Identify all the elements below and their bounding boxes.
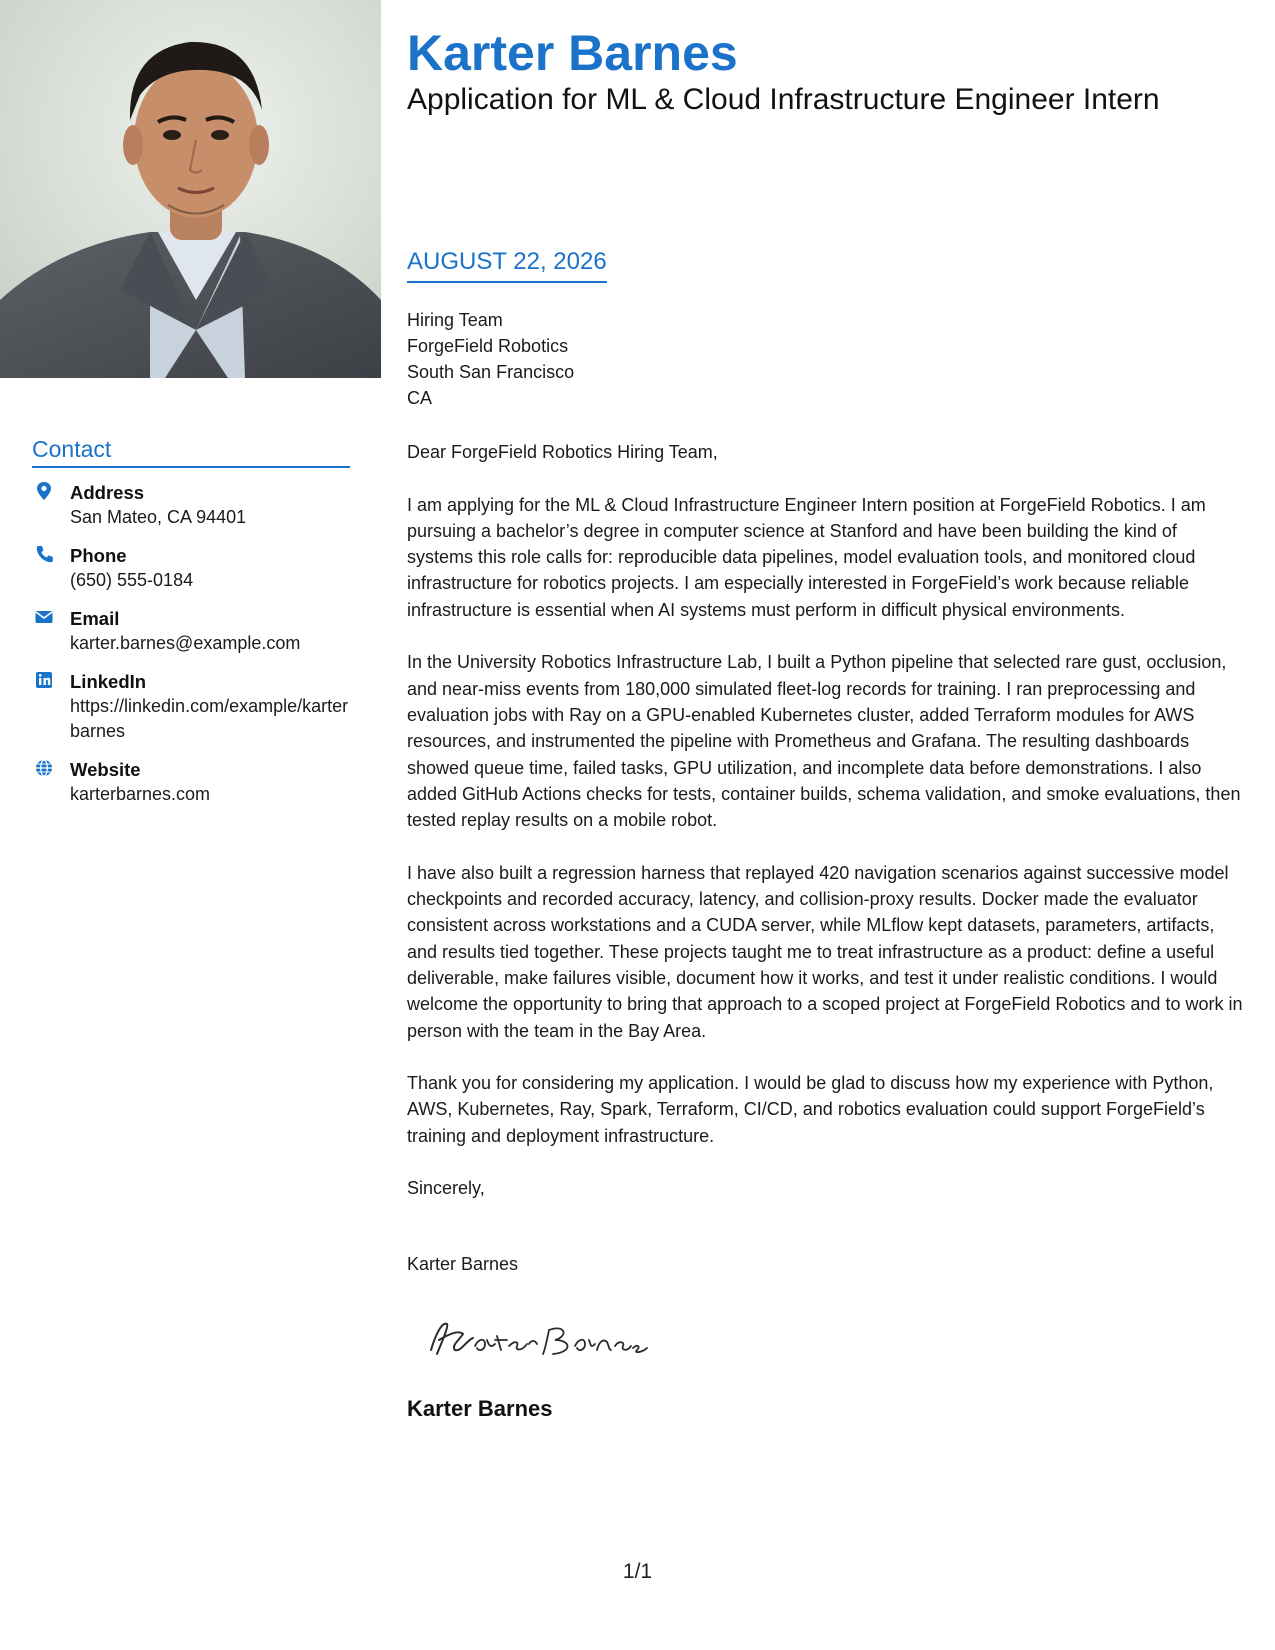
applicant-name: Karter Barnes xyxy=(407,25,738,81)
linkedin-label: LinkedIn xyxy=(70,671,147,692)
body-paragraph: I am applying for the ML & Cloud Infrastructure Engineer Intern position at ForgeField Robotics. I am pursuing a bachelor’s degree in computer science at Stanford and have been building the kind of systems this role calls for: reproducible data pipelines, model evaluation tools, and monitored cloud infrastructure for robotics projects. I am especially interested in ForgeField’s work because reliable infrastructure is essential when AI systems must perform in difficult physical environments. xyxy=(407,494,1206,620)
email-icon xyxy=(35,607,53,627)
contact-address xyxy=(32,480,350,530)
recipient-line: South San Francisco xyxy=(407,362,575,382)
letter-body xyxy=(407,439,1247,1228)
profile-photo xyxy=(0,0,381,378)
page-number: 1/1 xyxy=(622,1560,653,1583)
salutation: Dear ForgeField Robotics Hiring Team, xyxy=(407,442,718,462)
location-pin-icon xyxy=(35,481,53,501)
body-paragraph: In the University Robotics Infrastructure Lab, I built a Python pipeline that selected rare gust, occlusion, and near-miss events from 180,000 simulated fleet-log records for training. I ran preprocessing and evaluation jobs with Ray on a GPU-enabled Kubernetes cluster, added Terraform modules for AWS resources, and instrumented the pipeline with Prometheus and Grafana. The resulting dashboards showed queue time, failed tasks, GPU utilization, and incomplete data before demonstrations. I also added GitHub Actions checks for tests, container builds, schema validation, and smoke evaluations, then tested replay results on a mobile robot. xyxy=(407,652,1241,831)
closing-name: Karter Barnes xyxy=(407,1254,519,1274)
contact-phone xyxy=(32,543,350,593)
email-value[interactable]: karter.barnes@example.com xyxy=(70,633,301,653)
globe-icon xyxy=(35,758,53,778)
portrait-illustration xyxy=(0,0,381,378)
contact-heading: Contact xyxy=(32,436,350,468)
body-paragraph: I have also built a regression harness that replayed 420 navigation scenarios against successive model checkpoints and recorded accuracy, latency, and collision-proxy results. Docker made the evaluator consistent across workstations and a CUDA server, while MLflow kept datasets, parameters, artifacts, and results tied together. These projects taught me to treat infrastructure as a product: define a useful deliverable, make failures visible, document how it works, and test it under realistic conditions. I would welcome the opportunity to bring that approach to a scoped project at ForgeField Robotics and to work in person with the team in the Bay Area. xyxy=(407,862,1243,1041)
typed-name: Karter Barnes xyxy=(407,1396,553,1421)
email-label: Email xyxy=(70,608,120,629)
linkedin-value[interactable]: https://linkedin.com/example/karterbarnes xyxy=(70,696,349,741)
phone-icon xyxy=(35,544,53,564)
website-value[interactable]: karterbarnes.com xyxy=(70,784,211,804)
phone-value[interactable]: (650) 555-0184 xyxy=(70,570,194,590)
contact-email xyxy=(32,606,350,656)
contact-sidebar xyxy=(32,436,350,820)
phone-label: Phone xyxy=(70,545,127,566)
address-label: Address xyxy=(70,482,145,503)
handwritten-signature xyxy=(419,1310,659,1366)
recipient-block xyxy=(407,307,574,411)
website-label: Website xyxy=(70,759,141,780)
recipient-line: ForgeField Robotics xyxy=(407,336,569,356)
body-paragraph: Thank you for considering my application. I would be glad to discuss how my experience with Python, AWS, Kubernetes, Ray, Spark, Terraform, CI/CD, and robotics evaluation could support ForgeField’s training and deployment infrastructure. xyxy=(407,1073,1214,1146)
recipient-line: CA xyxy=(407,388,433,408)
letter-date: AUGUST 22, 2026 xyxy=(407,248,607,283)
closing: Sincerely, xyxy=(407,1178,485,1199)
recipient-line: Hiring Team xyxy=(407,310,503,330)
address-value: San Mateo, CA 94401 xyxy=(70,507,247,527)
application-subtitle: Application for ML & Cloud Infrastructure Engineer Intern xyxy=(407,83,1160,116)
contact-website xyxy=(32,757,350,807)
linkedin-icon xyxy=(35,670,53,690)
contact-linkedin xyxy=(32,669,350,744)
